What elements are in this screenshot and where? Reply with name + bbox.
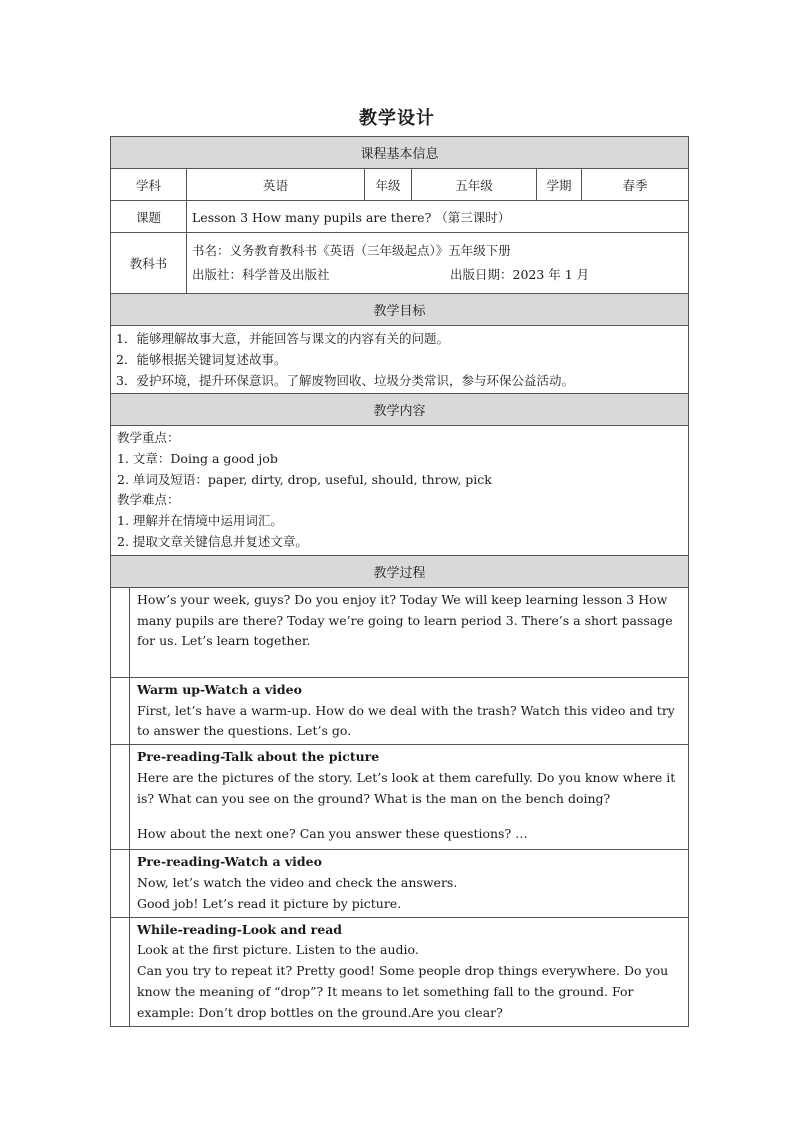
subject-value: 英语 [187,169,365,201]
process-margin-cell [111,587,130,677]
publisher-row [187,263,688,287]
process-header: 教学过程 [111,555,689,587]
process-intro: How’s your week, guys? Do you enjoy it? Today We will keep learning lesson 3 How many pupils are there? Today we’re going to learn period 3. There’s a short passage for us. Let’s learn together. [130,587,689,677]
content-line: 2. 单词及短语：paper, dirty, drop, useful, should, throw, pick [117,471,492,487]
step-text: Here are the pictures of the story. Let’s look at them carefully. Do you know where it is? What can you see on the ground? What is the man on the bench doing? [137,769,676,806]
publication-date: 出版日期：2023 年 1 月 [450,267,590,282]
objective-item: 1．能够理解故事大意，并能回答与课文的内容有关的问题。 [116,331,449,346]
step-title: Pre-reading-Watch a video [137,854,322,870]
step-text: First, let’s have a warm-up. How do we deal with the trash? Watch this video and try to answer the questions. Let’s go. [137,702,675,739]
objectives-list [111,326,689,394]
spacer [137,810,682,824]
grade-label: 年级 [365,169,412,201]
process-step-talk-about-picture [130,745,689,850]
content-line: 教学难点： [117,492,180,508]
subject-label: 学科 [111,169,187,201]
process-margin-cell [111,917,130,1026]
process-margin-cell [111,850,130,917]
textbook-label: 教科书 [111,233,187,294]
step-text: Good job! Let’s read it picture by picture. [137,895,402,911]
objective-item: 3．爱护环境，提升环保意识。了解废物回收、垃圾分类常识，参与环保公益活动。 [116,373,574,388]
process-margin-cell [111,677,130,744]
objective-item: 2．能够根据关键词复述故事。 [116,352,287,367]
step-text: How about the next one? Can you answer these questions? … [137,825,528,841]
content-line: 1. 理解并在情境中运用词汇。 [117,513,283,529]
term-label: 学期 [537,169,582,201]
topic-label: 课题 [111,201,187,233]
step-title: Pre-reading-Talk about the picture [137,749,380,765]
process-margin-cell [111,745,130,850]
publisher: 出版社：科学普及出版社 [192,267,330,282]
document-title: 教学设计 [359,108,435,129]
lesson-plan-table [110,136,689,1027]
content-line: 2. 提取文章关键信息并复述文章。 [117,533,308,549]
topic-value: Lesson 3 How many pupils are there? （第三课时） [187,201,689,233]
content-line: 教学重点： [117,430,180,445]
grade-value: 五年级 [412,169,537,201]
process-step-look-and-read [130,917,689,1026]
basic-info-header: 课程基本信息 [111,137,689,169]
term-value: 春季 [582,169,689,201]
content-body [111,426,689,556]
step-text: Now, let’s watch the video and check the answers. [137,874,458,890]
objectives-header: 教学目标 [111,294,689,326]
step-text: Look at the first picture. Listen to the audio. [137,942,419,958]
step-title: Warm up-Watch a video [137,681,302,697]
process-step-warm-up [130,677,689,744]
content-line: 1. 文章：Doing a good job [117,450,278,466]
step-text: Can you try to repeat it? Pretty good! Some people drop things everywhere. Do you know the meaning of “drop”? It means to let something fall to the ground. For example: Don’t drop bottles on the ground.Are you clear? [137,963,669,1020]
content-header: 教学内容 [111,394,689,426]
textbook-info [187,233,689,294]
book-name: 书名：义务教育教科书《英语（三年级起点）》五年级下册 [192,243,511,258]
process-step-watch-video [130,850,689,917]
step-title: While-reading-Look and read [137,921,343,937]
